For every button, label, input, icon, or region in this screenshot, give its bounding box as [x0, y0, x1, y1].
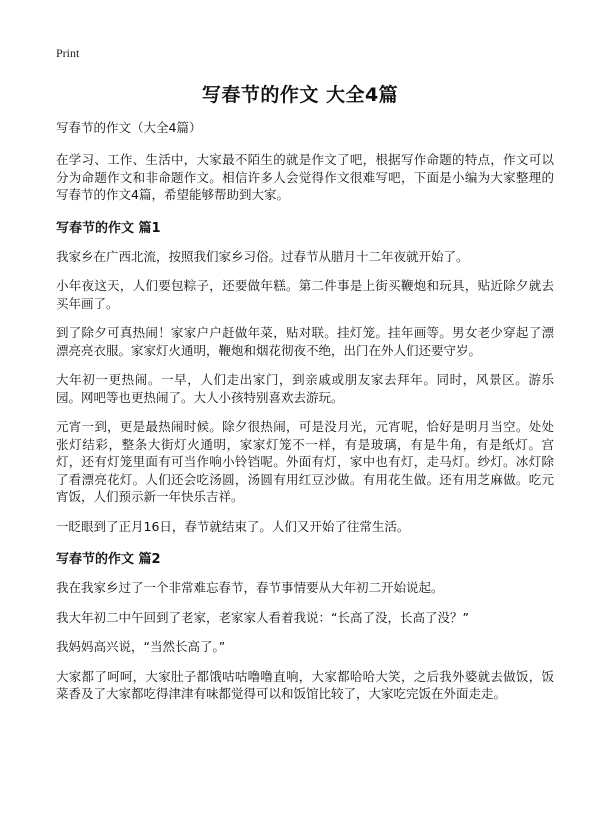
article-subtitle: 写春节的作文（大全4篇） [56, 120, 202, 135]
section-1-paragraph: 元宵一到，更是最热闹时候。除夕很热闹，可是没月光，元宵呢，恰好是明月当空。处处张灯结彩，整条大街灯火通明，家家灯笼不一样，有是玻璃，有是牛角，有是纸灯。宫灯，还有灯笼里面有可当作响小铃铛呢。外面有灯，家中也有灯，走马灯。纱灯。冰灯除了看漂亮花灯。人们还会吃汤圆，汤圆有用红豆沙做。有用花生做。还有用芝麻做。吃元宵饭，人们预示新一年快乐吉祥。 [56, 419, 554, 504]
page-title: 写春节的作文 大全4篇 [201, 84, 399, 106]
section-2-paragraph: 我大年初二中午回到了老家，老家家人看着我说：“长高了没，长高了没？” [56, 609, 469, 625]
intro-paragraph: 在学习、工作、生活中，大家最不陌生的就是作文了吧，根据写作命题的特点，作文可以分为命题作文和非命题作文。相信许多人会觉得作文很难写吧，下面是小编为大家整理的写春节的作文4篇，希望能够帮助到大家。 [56, 152, 554, 202]
section-1-paragraph: 到了除夕可真热闹！家家户户赶做年菜，贴对联。挂灯笼。挂年画等。男女老少穿起了漂漂亮亮衣服。家家灯火通明，鞭炮和烟花彻夜不绝，出门在外人们还要守岁。 [56, 325, 554, 358]
section-2-paragraph: 我妈妈高兴说，“当然长高了。” [56, 639, 226, 654]
section-2-paragraph: 我在我家乡过了一个非常难忘春节，春节事情要从大年初二开始说起。 [56, 580, 444, 595]
article-body [56, 120, 554, 715]
section-1-paragraph: 一眨眼到了正月16日，春节就结束了。人们又开始了往常生活。 [56, 518, 410, 534]
print-link[interactable]: Print [56, 46, 80, 60]
section-1-paragraph: 我家乡在广西北流，按照我们家乡习俗。过春节从腊月十二年夜就开始了。 [56, 248, 469, 264]
section-1-paragraph: 大年初一更热闹。一早，人们走出家门，到亲戚或朋友家去拜年。同时，风景区。游乐园。网吧等也更热闹了。大人小孩特别喜欢去游玩。 [56, 372, 554, 405]
section-1-paragraph: 小年夜这天，人们要包粽子，还要做年糕。第二件事是上街买鞭炮和玩具，贴近除夕就去买年画了。 [56, 278, 554, 311]
section-heading-2: 写春节的作文 篇2 [56, 552, 161, 567]
section-2-paragraph: 大家都了呵呵，大家肚子都饿咕咕噜噜直响，大家都哈哈大笑，之后我外婆就去做饭，饭菜香及了大家都吃得津津有味都觉得可以和饭馆比较了，大家吃完饭在外面走走。 [56, 668, 554, 701]
section-heading-1: 写春节的作文 篇1 [56, 220, 161, 236]
